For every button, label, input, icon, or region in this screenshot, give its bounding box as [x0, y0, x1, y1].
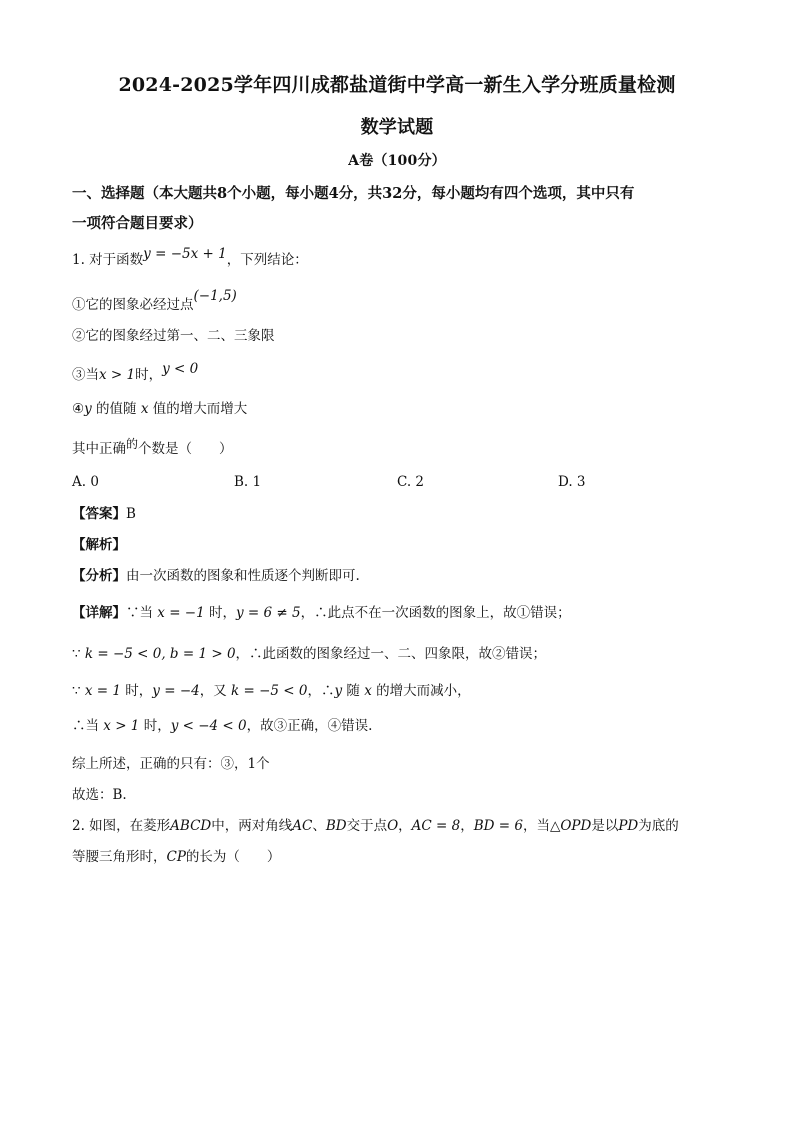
q1-detail-line2: [72, 645, 546, 663]
q1-detail-l1-c: ，∴此点不在一次函数的图象上，故①错误；: [300, 605, 571, 621]
q1-statement-4: [72, 400, 247, 418]
q1-detail-l2-m: k = −5 < 0, b = 1 > 0: [84, 646, 236, 662]
q1-s3-text: ③当: [72, 367, 99, 383]
q1-stem-prefix: 1. 对于函数: [72, 252, 144, 268]
q1-statement-3: [72, 361, 199, 384]
q1-ask: [72, 437, 233, 458]
q1-detail-l4-m2: y < −4 < 0: [170, 718, 247, 734]
q1-stem: [72, 246, 308, 269]
q2-l1-g: ，当△: [522, 818, 561, 834]
q2-l1-e: ，: [398, 818, 412, 834]
q2-l2-a: 等腰三角形时，: [72, 849, 167, 865]
q1-analysis-tag: 【解析】: [72, 537, 126, 553]
q1-statement-1: [72, 288, 237, 314]
q1-detail-tag: 【详解】: [72, 605, 126, 621]
q1-s3-result: y < 0: [162, 361, 199, 377]
q1-stem-suffix: ，下列结论：: [226, 252, 308, 268]
q1-detail-l4-b: 时，: [139, 718, 171, 734]
q1-detail-l1-m1: x = −1: [157, 605, 205, 621]
q1-option-b: B. 1: [234, 474, 262, 490]
volume-label: A卷（100分）: [348, 153, 446, 169]
q1-detail-l1-b: 时，: [204, 605, 237, 621]
q1-detail-l3-d: ，∴: [307, 683, 335, 699]
q1-s3-mid: 时，: [135, 367, 163, 383]
q1-ask-prefix: 其中正确: [72, 441, 126, 457]
document-title: 2024-2025学年四川成都盐道街中学高一新生入学分班质量检测: [118, 74, 676, 96]
q1-answer-value: B: [126, 506, 136, 522]
q1-fenxi-text: 由一次函数的图象和性质逐个判断即可.: [126, 568, 360, 584]
q1-detail-l3-c: ，又: [199, 683, 232, 699]
q1-detail-l3-e: 随: [342, 683, 365, 699]
q1-statement-2: ②它的图象经过第一、二、三象限: [72, 328, 275, 344]
q1-option-a: A. 0: [72, 474, 99, 490]
section-heading-line2: 一项符合题目要求）: [72, 215, 203, 232]
q2-l1-m3: BD: [325, 818, 347, 834]
q1-s1-text: ①它的图象必经过点: [72, 297, 194, 313]
q1-s4-var1: y: [84, 401, 92, 417]
q1-function-formula: y = −5x + 1: [143, 246, 227, 262]
q2-l1-m2: AC: [292, 818, 313, 834]
q2-l1-m6: BD = 6: [473, 818, 523, 834]
q1-detail-l1-m2: y = 6 ≠ 5: [236, 605, 301, 621]
q2-l1-m8: PD: [618, 818, 639, 834]
q1-answer: [72, 505, 136, 523]
q2-l1-d: 交于点: [346, 818, 388, 834]
q2-l1-f: ，: [460, 818, 474, 834]
q1-detail-l3-m4: y: [334, 683, 343, 699]
q1-detail-l3-b: 时，: [121, 683, 153, 699]
q1-ask-de: 的: [126, 437, 139, 451]
q1-detail-l3-f: 的增大而减小，: [371, 683, 471, 699]
q2-l1-m7: OPD: [560, 818, 592, 834]
q1-fenxi: [72, 567, 360, 585]
q2-stem-line1: [72, 817, 679, 835]
q1-option-c: C. 2: [397, 474, 425, 490]
q1-detail-l4-m1: x > 1: [103, 718, 140, 734]
q1-fenxi-tag: 【分析】: [72, 568, 126, 584]
q2-l1-c: 、: [312, 818, 326, 834]
q1-detail-l3-m3: k = −5 < 0: [231, 683, 308, 699]
q1-detail-l3-a: ∵: [72, 683, 85, 699]
q1-s4-var2: x: [140, 401, 149, 417]
q2-l1-m5: AC = 8: [411, 818, 461, 834]
q1-detail-l4-a: ∴当: [72, 718, 104, 734]
q2-l1-b: 中，两对角线: [211, 818, 293, 834]
q1-s1-point: (−1,5): [193, 288, 237, 304]
q2-l1-m4: O: [387, 818, 399, 834]
q1-ask-suffix: 个数是（ ）: [138, 441, 233, 457]
q1-choose: 故选：B.: [72, 787, 127, 803]
q2-stem-line2: [72, 848, 280, 866]
q1-detail-l4-c: ，故③正确，④错误.: [246, 718, 373, 734]
q1-s4-mid: 的值随: [91, 401, 141, 417]
q1-detail-line4: [72, 717, 372, 735]
q1-answer-tag: 【答案】: [72, 506, 126, 522]
section-heading-line1: 一、选择题（本大题共8个小题，每小题4分，共32分，每小题均有四个选项，其中只有: [72, 185, 635, 202]
q2-l1-m1: ABCD: [170, 818, 212, 834]
q1-s4-suffix: 值的增大而增大: [148, 401, 248, 417]
q1-detail-l3-m5: x: [364, 683, 372, 699]
q2-l1-a: 2. 如图，在菱形: [72, 818, 171, 834]
q1-detail-line3: [72, 682, 471, 700]
q1-s3-cond: x > 1: [99, 367, 136, 383]
q1-detail-l2-b: ，∴此函数的图象经过一、二、四象限，故②错误；: [235, 646, 547, 662]
q2-l2-b: 的长为（ ）: [185, 849, 281, 865]
q2-l1-h: 是以: [591, 818, 619, 834]
q2-l2-m: CP: [166, 849, 186, 865]
q1-summary: 综上所述，正确的只有：③，1个: [72, 756, 270, 772]
q1-detail-l3-m1: x = 1: [84, 683, 121, 699]
q1-detail-l3-m2: y = −4: [152, 683, 200, 699]
q1-s4-prefix: ④: [72, 401, 85, 417]
q1-detail-l2-a: ∵: [72, 646, 85, 662]
q2-l1-i: 为底的: [638, 818, 679, 834]
q1-detail-line1: [72, 604, 571, 622]
document-subtitle: 数学试题: [360, 117, 434, 138]
q1-detail-l1-a: ∵当: [126, 605, 158, 621]
q1-option-d: D. 3: [558, 474, 586, 490]
